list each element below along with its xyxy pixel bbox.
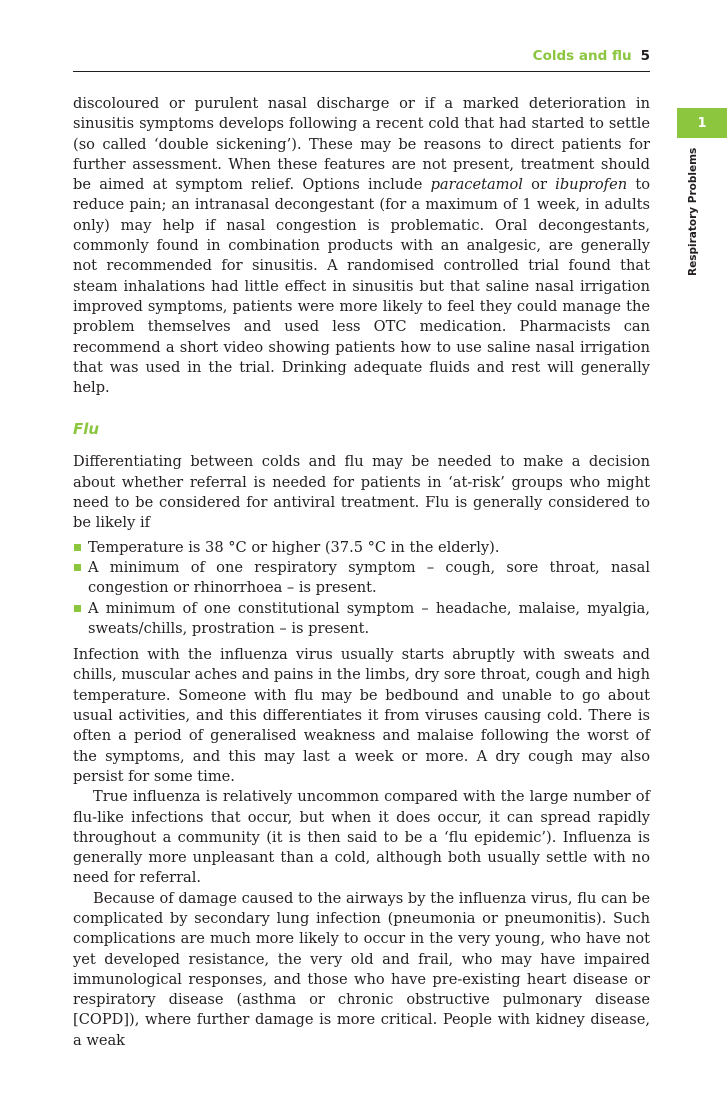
page-number: 5 xyxy=(640,48,650,64)
intro-text-2: or xyxy=(522,176,556,194)
list-item-text: A minimum of one constitutional symptom – headache, malaise, myalgia, sweats/chills, prostration – is present. xyxy=(88,599,650,637)
flu-criteria-list xyxy=(73,538,650,639)
drug-ibuprofen: ibuprofen xyxy=(555,176,628,194)
square-bullet-icon xyxy=(74,544,81,551)
list-item xyxy=(73,538,650,558)
chapter-label: Respiratory Problems xyxy=(687,148,699,277)
chapter-number: 1 xyxy=(697,115,707,131)
page-body xyxy=(73,94,650,1051)
square-bullet-icon xyxy=(74,605,81,612)
intro-text-3: to reduce pain; an intranasal decongestant (for a maximum of 1 week, in adults only) may help if nasal congestion is problematic. Oral decongestants, commonly found in combination products with an analgesic, are generally not recommended for sinusitis. A randomised controlled trial found that steam inhalations had little effect in sinusitis but that saline nasal irrigation improved symptoms, patients were more likely to feel they could manage the problem themselves and used less OTC medication. Pharmacists can recommend a short video showing patients how to use saline nasal irrigation that was used in the trial. Drinking adequate fluids and rest will generally help. xyxy=(73,176,650,397)
list-item xyxy=(73,558,650,599)
drug-paracetamol: paracetamol xyxy=(430,176,523,194)
flu-paragraph: Infection with the influenza virus usually starts abruptly with sweats and chills, muscular aches and pains in the limbs, dry sore throat, cough and high temperature. Someone with flu may be bedbound and unable to go about usual activities, and this differentiates it from viruses causing cold. There is often a period of generalised weakness and malaise following the worst of the symptoms, and this may last a week or more. A dry cough may also persist for some time. xyxy=(73,646,650,785)
chapter-tab xyxy=(677,108,727,138)
flu-paragraph: True influenza is relatively uncommon compared with the large number of flu-like infections that occur, but when it does occur, it can spread rapidly throughout a community (it is then said to be a ‘flu epidemic’). Influenza is generally more unpleasant than a cold, although both usually settle with no need for referral. xyxy=(73,788,650,887)
list-item-text: A minimum of one respiratory symptom – cough, sore throat, nasal congestion or rhinorrhoea – is present. xyxy=(88,558,650,597)
running-title: Colds and flu xyxy=(532,48,632,64)
section-heading-flu: Flu xyxy=(73,420,100,439)
intro-text-1: discoloured or purulent nasal discharge or if a marked deterioration in sinusitis symptoms develops following a recent cold that had started to settle (so called ‘double sickening’). These may be reasons to direct patients for further assessment. When these features are not present, treatment should be aimed at symptom relief. Options include xyxy=(73,95,650,194)
list-item xyxy=(73,599,650,640)
intro-paragraph xyxy=(73,94,650,398)
list-item-text: Temperature is 38 °C or higher (37.5 °C in the elderly). xyxy=(88,538,500,556)
square-bullet-icon xyxy=(74,564,81,571)
flu-lead-paragraph: Differentiating between colds and flu may be needed to make a decision about whether referral is needed for patients in ‘at-risk’ groups who might need to be considered for antiviral treatment. Flu is generally considered to be likely if xyxy=(73,453,650,532)
running-header xyxy=(73,48,650,64)
header-rule xyxy=(73,71,650,72)
flu-paragraph: Because of damage caused to the airways by the influenza virus, flu can be complicated by secondary lung infection (pneumonia or pneumonitis). Such complications are much more likely to occur in the very young, who have not yet developed resistance, the very old and frail, who may have impaired immunological responses, and those who have pre-existing heart disease or respiratory disease (asthma or chronic obstructive pulmonary disease [COPD]), where further damage is more critical. People with kidney disease, a weak xyxy=(73,889,650,1049)
